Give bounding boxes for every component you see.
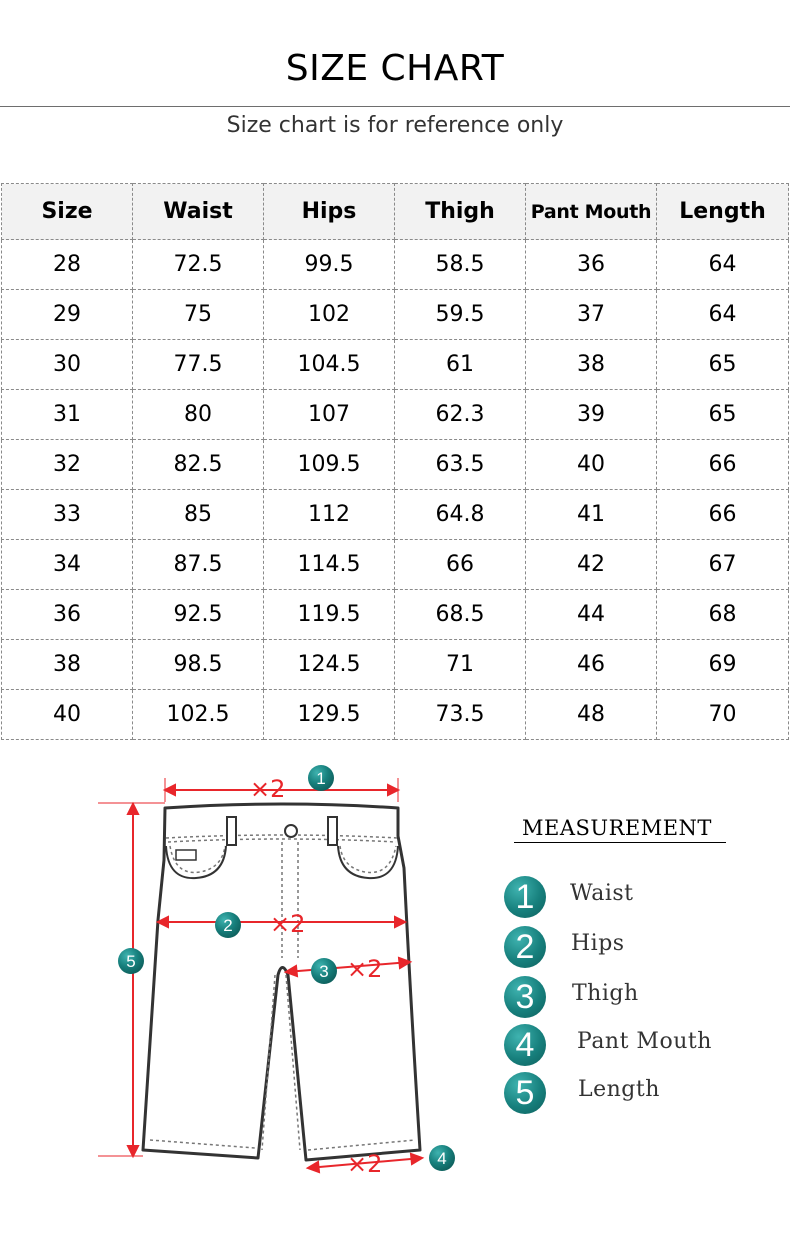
- table-cell: 64.8: [395, 490, 526, 540]
- table-cell: 104.5: [264, 340, 395, 390]
- table-cell: 65: [657, 390, 789, 440]
- legend-label: Thigh: [572, 981, 639, 1006]
- measurement-title: MEASUREMENT: [522, 816, 712, 840]
- table-cell: 40: [2, 690, 133, 740]
- table-row: [2, 390, 789, 440]
- table-cell: 36: [526, 240, 657, 290]
- table-cell: 114.5: [264, 540, 395, 590]
- column-header-length: Length: [657, 184, 789, 240]
- table-row: [2, 690, 789, 740]
- table-cell: 112: [264, 490, 395, 540]
- column-header-size: Size: [2, 184, 133, 240]
- hips-multiplier: ×2: [270, 910, 306, 938]
- size-table: [1, 183, 789, 740]
- badge-thigh: 3: [319, 962, 329, 981]
- badge-length: 5: [126, 952, 136, 971]
- badge-pant-mouth: 4: [437, 1149, 447, 1168]
- table-row: [2, 640, 789, 690]
- waist-multiplier: ×2: [250, 775, 286, 803]
- table-cell: 38: [2, 640, 133, 690]
- table-cell: 107: [264, 390, 395, 440]
- table-cell: 42: [526, 540, 657, 590]
- table-cell: 64: [657, 290, 789, 340]
- table-cell: 66: [657, 490, 789, 540]
- table-cell: 99.5: [264, 240, 395, 290]
- table-cell: 102.5: [133, 690, 264, 740]
- table-cell: 68: [657, 590, 789, 640]
- table-cell: 62.3: [395, 390, 526, 440]
- column-header-thigh: Thigh: [395, 184, 526, 240]
- legend-badge: 4: [504, 1024, 546, 1066]
- column-header-hips: Hips: [264, 184, 395, 240]
- table-cell: 64: [657, 240, 789, 290]
- table-cell: 61: [395, 340, 526, 390]
- table-cell: 70: [657, 690, 789, 740]
- legend-label: Length: [578, 1077, 660, 1102]
- table-cell: 66: [395, 540, 526, 590]
- page-title: SIZE CHART: [285, 48, 505, 89]
- table-cell: 46: [526, 640, 657, 690]
- column-header-waist: Waist: [133, 184, 264, 240]
- table-row: [2, 290, 789, 340]
- legend-label: Waist: [570, 881, 634, 906]
- table-cell: 73.5: [395, 690, 526, 740]
- table-cell: 87.5: [133, 540, 264, 590]
- table-row: [2, 340, 789, 390]
- table-cell: 80: [133, 390, 264, 440]
- table-cell: 41: [526, 490, 657, 540]
- table-cell: 67: [657, 540, 789, 590]
- table-cell: 92.5: [133, 590, 264, 640]
- table-cell: 48: [526, 690, 657, 740]
- table-cell: 82.5: [133, 440, 264, 490]
- table-row: [2, 240, 789, 290]
- table-cell: 58.5: [395, 240, 526, 290]
- table-row: [2, 590, 789, 640]
- legend-badge: 2: [504, 926, 546, 968]
- table-cell: 63.5: [395, 440, 526, 490]
- table-cell: 32: [2, 440, 133, 490]
- badge-waist: 1: [316, 769, 326, 788]
- table-cell: 40: [526, 440, 657, 490]
- table-row: [2, 440, 789, 490]
- table-cell: 65: [657, 340, 789, 390]
- table-cell: 72.5: [133, 240, 264, 290]
- table-cell: 33: [2, 490, 133, 540]
- legend-badge: 1: [504, 876, 546, 918]
- table-cell: 119.5: [264, 590, 395, 640]
- table-cell: 31: [2, 390, 133, 440]
- title-divider: [0, 106, 790, 107]
- table-row: [2, 490, 789, 540]
- table-cell: 102: [264, 290, 395, 340]
- table-cell: 69: [657, 640, 789, 690]
- table-cell: 77.5: [133, 340, 264, 390]
- table-cell: 30: [2, 340, 133, 390]
- shorts-details: [150, 835, 415, 1150]
- table-cell: 34: [2, 540, 133, 590]
- table-cell: 38: [526, 340, 657, 390]
- legend-badge: 3: [504, 976, 546, 1018]
- legend-label: Pant Mouth: [577, 1029, 712, 1054]
- table-cell: 29: [2, 290, 133, 340]
- legend-label: Hips: [571, 931, 625, 956]
- table-cell: 85: [133, 490, 264, 540]
- column-header-pant-mouth: Pant Mouth: [526, 184, 657, 240]
- table-cell: 124.5: [264, 640, 395, 690]
- legend-badge: 5: [504, 1072, 546, 1114]
- page-subtitle: Size chart is for reference only: [226, 113, 564, 138]
- table-cell: 59.5: [395, 290, 526, 340]
- table-cell: 129.5: [264, 690, 395, 740]
- table-cell: 109.5: [264, 440, 395, 490]
- table-row: [2, 540, 789, 590]
- table-cell: 68.5: [395, 590, 526, 640]
- table-body: [2, 240, 789, 740]
- table-cell: 44: [526, 590, 657, 640]
- table-cell: 71: [395, 640, 526, 690]
- table-cell: 75: [133, 290, 264, 340]
- table-cell: 66: [657, 440, 789, 490]
- pant-mouth-multiplier: ×2: [347, 1150, 383, 1178]
- table-header-row: [2, 184, 789, 240]
- table-cell: 39: [526, 390, 657, 440]
- table-cell: 36: [2, 590, 133, 640]
- badge-hips: 2: [223, 916, 233, 935]
- table-cell: 37: [526, 290, 657, 340]
- table-cell: 98.5: [133, 640, 264, 690]
- belt-loops: [227, 817, 337, 845]
- thigh-multiplier: ×2: [347, 955, 383, 983]
- table-cell: 28: [2, 240, 133, 290]
- measurement-underline: [514, 842, 726, 843]
